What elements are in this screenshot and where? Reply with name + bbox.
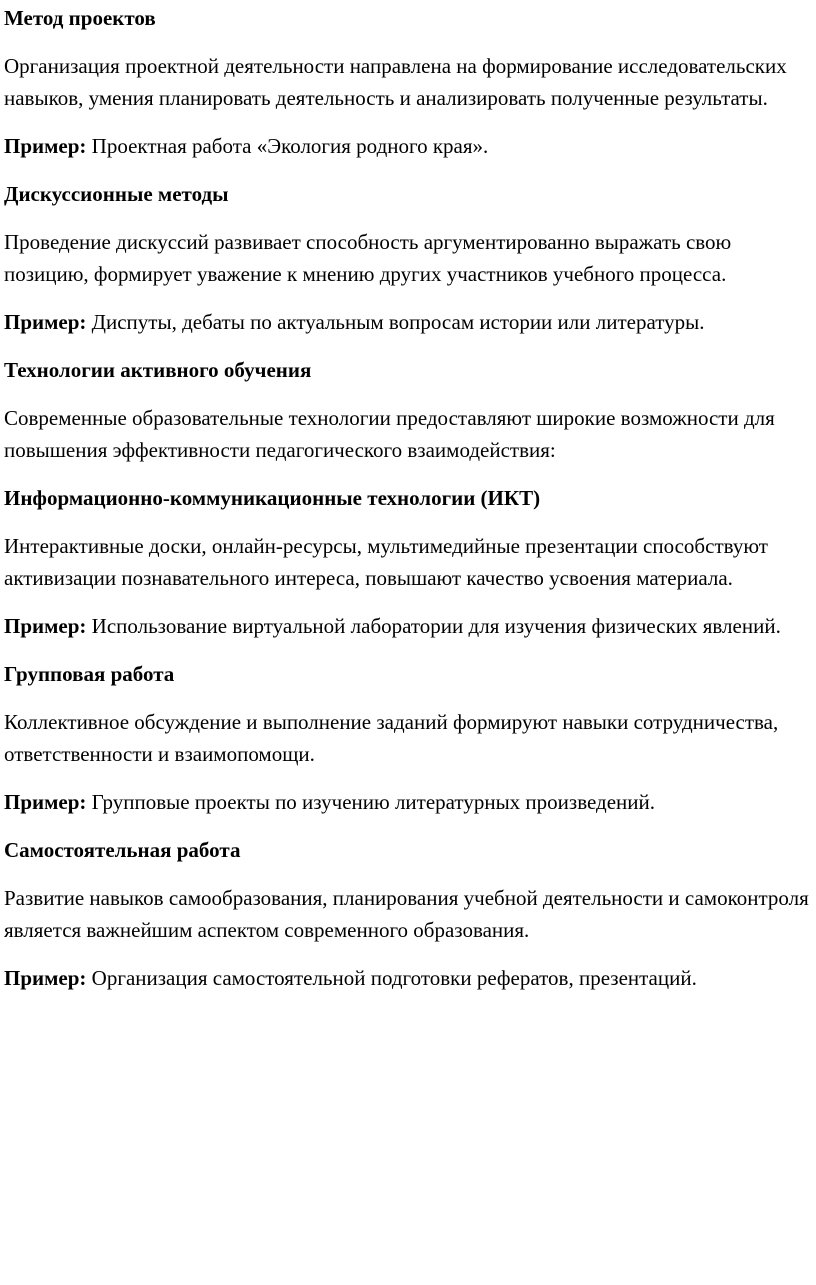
- example-label: Пример:: [4, 790, 87, 814]
- example-paragraph: [4, 962, 810, 994]
- section-samostoyatelnaya-rabota: [4, 834, 810, 994]
- section-heading: Групповая работа: [4, 662, 175, 686]
- example-paragraph: [4, 306, 810, 338]
- section-tekhnologii-aktivnogo-obucheniya: [4, 354, 810, 466]
- example-paragraph: [4, 786, 810, 818]
- section-body: Организация проектной деятельности направлена на формирование исследовательских навыков, умения планировать деятельность и анализировать полученные результаты.: [4, 54, 787, 110]
- section-body: Проведение дискуссий развивает способность аргументированно выражать свою позицию, формирует уважение к мнению других участников учебного процесса.: [4, 230, 732, 286]
- section-heading: Информационно-коммуникационные технологии (ИКТ): [4, 486, 541, 510]
- section-gruppovaya-rabota: [4, 658, 810, 818]
- example-paragraph: [4, 130, 810, 162]
- example-text: Использование виртуальной лаборатории для изучения физических явлений.: [91, 614, 781, 638]
- example-label: Пример:: [4, 966, 87, 990]
- example-text: Групповые проекты по изучению литературных произведений.: [91, 790, 656, 814]
- section-heading: Дискуссионные методы: [4, 182, 229, 206]
- section-body: Интерактивные доски, онлайн-ресурсы, мультимедийные презентации способствуют активизации познавательного интереса, повышают качество усвоения материала.: [4, 534, 768, 590]
- example-text: Диспуты, дебаты по актуальным вопросам истории или литературы.: [91, 310, 705, 334]
- section-heading: Самостоятельная работа: [4, 838, 241, 862]
- section-heading: Метод проектов: [4, 6, 156, 30]
- example-text: Организация самостоятельной подготовки рефератов, презентаций.: [91, 966, 697, 990]
- section-method-proektov: [4, 2, 810, 162]
- example-label: Пример:: [4, 614, 87, 638]
- section-heading: Технологии активного обучения: [4, 358, 312, 382]
- example-label: Пример:: [4, 310, 87, 334]
- section-body: Развитие навыков самообразования, планирования учебной деятельности и самоконтроля является важнейшим аспектом современного образования.: [4, 886, 809, 942]
- section-ikt: [4, 482, 810, 642]
- example-paragraph: [4, 610, 810, 642]
- example-label: Пример:: [4, 134, 87, 158]
- example-text: Проектная работа «Экология родного края».: [91, 134, 489, 158]
- section-diskussionnye-metody: [4, 178, 810, 338]
- section-body: Коллективное обсуждение и выполнение заданий формируют навыки сотрудничества, ответственности и взаимопомощи.: [4, 710, 779, 766]
- section-body: Современные образовательные технологии предоставляют широкие возможности для повышения эффективности педагогического взаимодействия:: [4, 406, 775, 462]
